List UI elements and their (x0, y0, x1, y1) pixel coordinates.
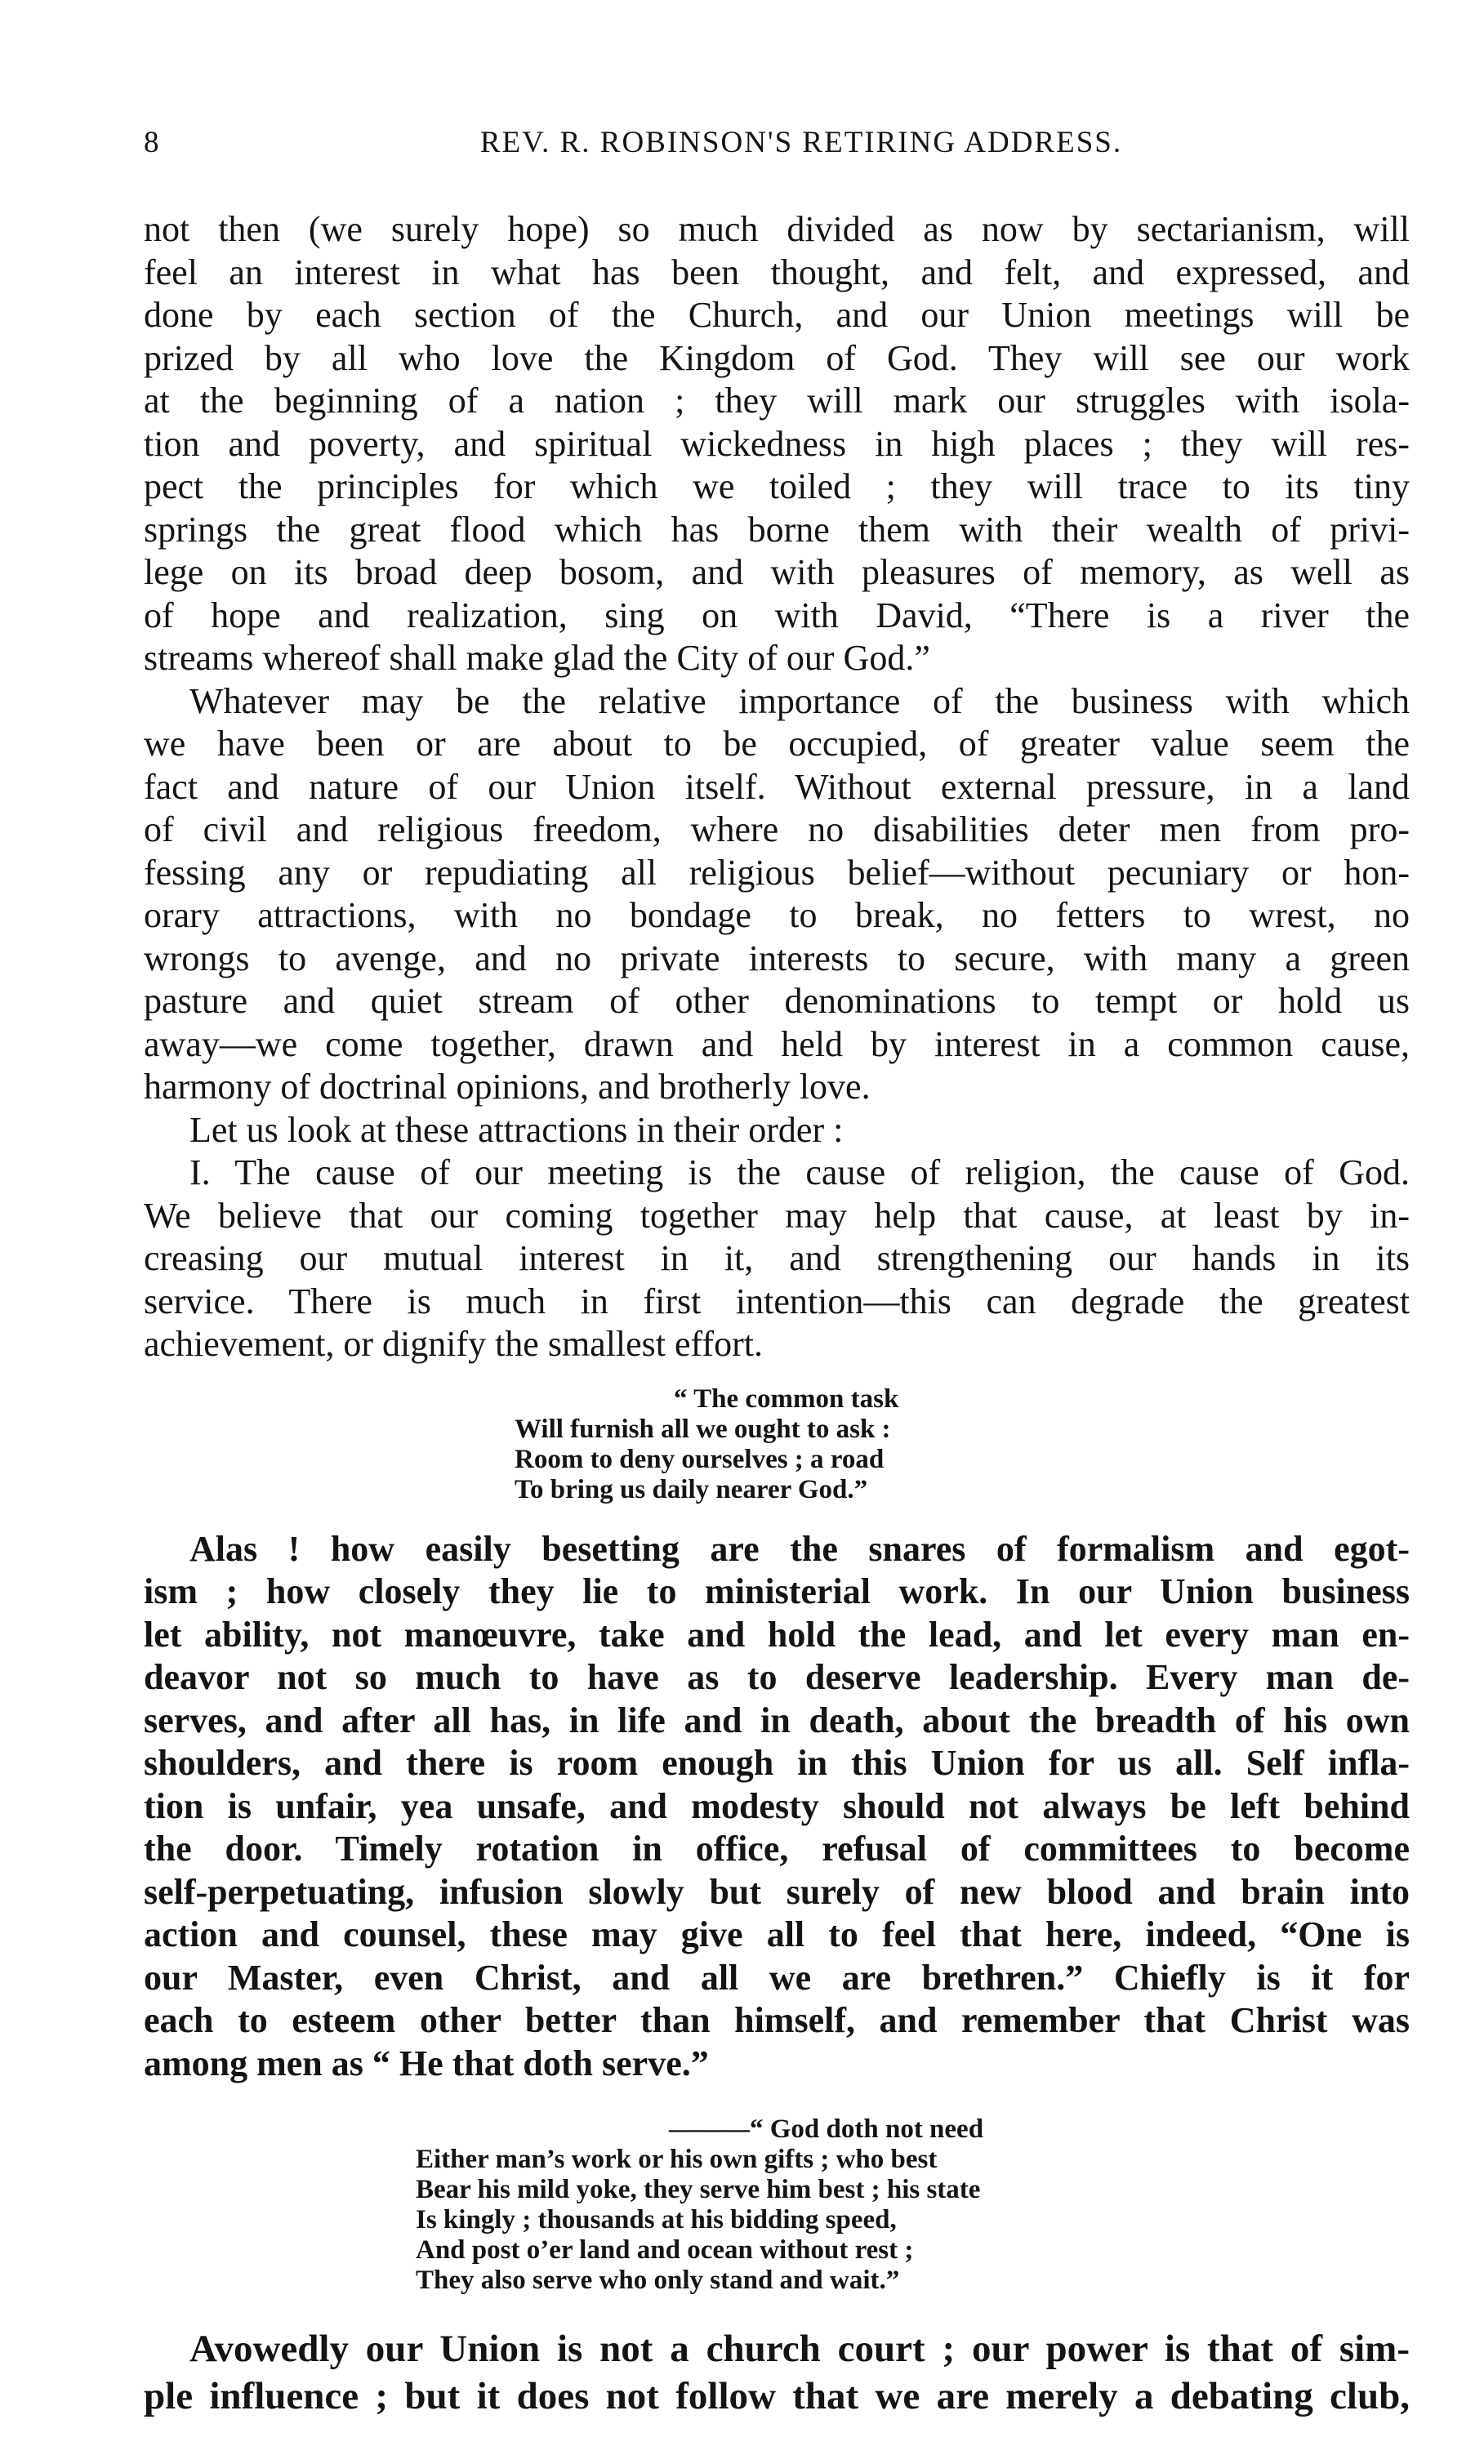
text-line: I. The cause of our meeting is the cause of religion, the cause of God. (189, 1152, 1410, 1192)
paragraph-attractions (144, 1109, 1410, 1152)
verse-line: Bear his mild yoke, they serve him best ; his state (416, 2175, 981, 2204)
verse-line: Will furnish all we ought to ask : (515, 1414, 891, 1444)
verse-line: They also serve who only stand and wait.” (416, 2266, 900, 2295)
text-line: self-perpetuating, infusion slowly but surely of new blood and brain into (144, 1871, 1410, 1912)
text-line: tion and poverty, and spiritual wickedness in high places ; they will res- (144, 423, 1410, 464)
text-line: achievement, or dignify the smallest effort. (144, 1324, 763, 1364)
text-line: feel an interest in what has been thought, and felt, and expressed, and (144, 252, 1410, 292)
text-line: springs the great flood which has borne them with their wealth of privi- (144, 509, 1410, 550)
verse-line: And post o’er land and ocean without rest ; (416, 2235, 914, 2265)
verse-line: Room to deny ourselves ; a road (515, 1444, 885, 1474)
text-line: our Master, even Christ, and all we are brethren.” Chiefly is it for (144, 1957, 1410, 1998)
text-line: among men as “ He that doth serve.” (144, 2043, 709, 2083)
text-line: orary attractions, with no bondage to break, no fetters to wrest, no (144, 895, 1410, 935)
text-line: at the beginning of a nation ; they will mark our struggles with isola- (144, 381, 1410, 421)
text-line: streams whereof shall make glad the City of our God.” (144, 638, 930, 678)
text-line: creasing our mutual interest in it, and strengthening our hands in its (144, 1238, 1410, 1278)
text-line: ple influence ; but it does not follow that we are merely a debating club, (144, 2375, 1410, 2417)
text-line: shoulders, and there is room enough in this Union for us all. Self infla- (144, 1743, 1410, 1783)
page-number: 8 (144, 126, 161, 159)
text-line: Avowedly our Union is not a church court ; our power is that of sim- (189, 2328, 1410, 2370)
text-line: ism ; how closely they lie to ministerial work. In our Union business (144, 1571, 1410, 1611)
verse-quotation (144, 2114, 1410, 2296)
verse-line: Either man’s work or his own gifts ; who best (416, 2145, 938, 2174)
text-line: we have been or are about to be occupied, of greater value seem the (144, 724, 1410, 764)
text-line: tion is unfair, yea unsafe, and modesty should not always be left behind (144, 1785, 1410, 1826)
text-line: the door. Timely rotation in office, refusal of committees to become (144, 1829, 1410, 1869)
paragraph-alas (144, 1528, 1410, 2086)
paragraph-final (144, 2325, 1410, 2420)
paragraph-continuation (144, 208, 1410, 680)
verse-quotation (144, 1384, 1410, 1505)
text-line: Let us look at these attractions in their order : (189, 1109, 844, 1150)
text-line: prized by all who love the Kingdom of God. They will see our work (144, 337, 1410, 378)
text-line: not then (we surely hope) so much divided as now by sectarianism, will (144, 209, 1410, 249)
text-line: pasture and quiet stream of other denominations to tempt or hold us (144, 981, 1410, 1021)
text-line: away—we come together, drawn and held by interest in a common cause, (144, 1023, 1410, 1064)
verse-line: To bring us daily nearer God.” (515, 1474, 868, 1504)
text-line: wrongs to avenge, and no private interests to secure, with many a green (144, 938, 1410, 978)
text-line: each to esteem other better than himself, and remember that Christ was (144, 2000, 1410, 2040)
text-line: harmony of doctrinal opinions, and brotherly love. (144, 1067, 871, 1107)
text-line: lege on its broad deep bosom, and with pleasures of memory, as well as (144, 552, 1410, 592)
verse-line: Is kingly ; thousands at his bidding speed, (416, 2205, 897, 2235)
text-line: let ability, not manœuvre, take and hold the lead, and let every man en- (144, 1614, 1410, 1655)
text-line: We believe that our coming together may help that cause, at least by in- (144, 1195, 1410, 1236)
text-line: pect the principles for which we toiled ; they will trace to its tiny (144, 466, 1410, 506)
text-line: fessing any or repudiating all religious belief—without pecuniary or hon- (144, 852, 1410, 893)
verse-line: “ The common task (674, 1383, 899, 1414)
text-line: of civil and religious freedom, where no disabilities deter men from pro- (144, 809, 1410, 849)
paragraph-section-one (144, 1152, 1410, 1366)
text-line: of hope and realization, sing on with David, “There is a river the (144, 595, 1410, 635)
text-line: action and counsel, these may give all to feel that here, indeed, “One is (144, 1914, 1410, 1954)
text-line: Whatever may be the relative importance of the business with which (189, 680, 1410, 721)
running-head (144, 123, 1410, 163)
paragraph-union-value (144, 680, 1410, 1109)
text-line: Alas ! how easily besetting are the snares of formalism and egot- (189, 1528, 1410, 1569)
verse-line: ———“ God doth not need (669, 2114, 984, 2144)
body-text (144, 208, 1410, 2420)
text-line: fact and nature of our Union itself. Without external pressure, in a land (144, 766, 1410, 807)
text-line: done by each section of the Church, and our Union meetings will be (144, 295, 1410, 335)
running-title: REV. R. ROBINSON'S RETIRING ADDRESS. (479, 126, 1123, 159)
text-line: serves, and after all has, in life and in death, about the breadth of his own (144, 1700, 1410, 1740)
text-line: service. There is much in first intention—this can degrade the greatest (144, 1281, 1410, 1321)
text-line: deavor not so much to have as to deserve leadership. Every man de- (144, 1657, 1410, 1697)
